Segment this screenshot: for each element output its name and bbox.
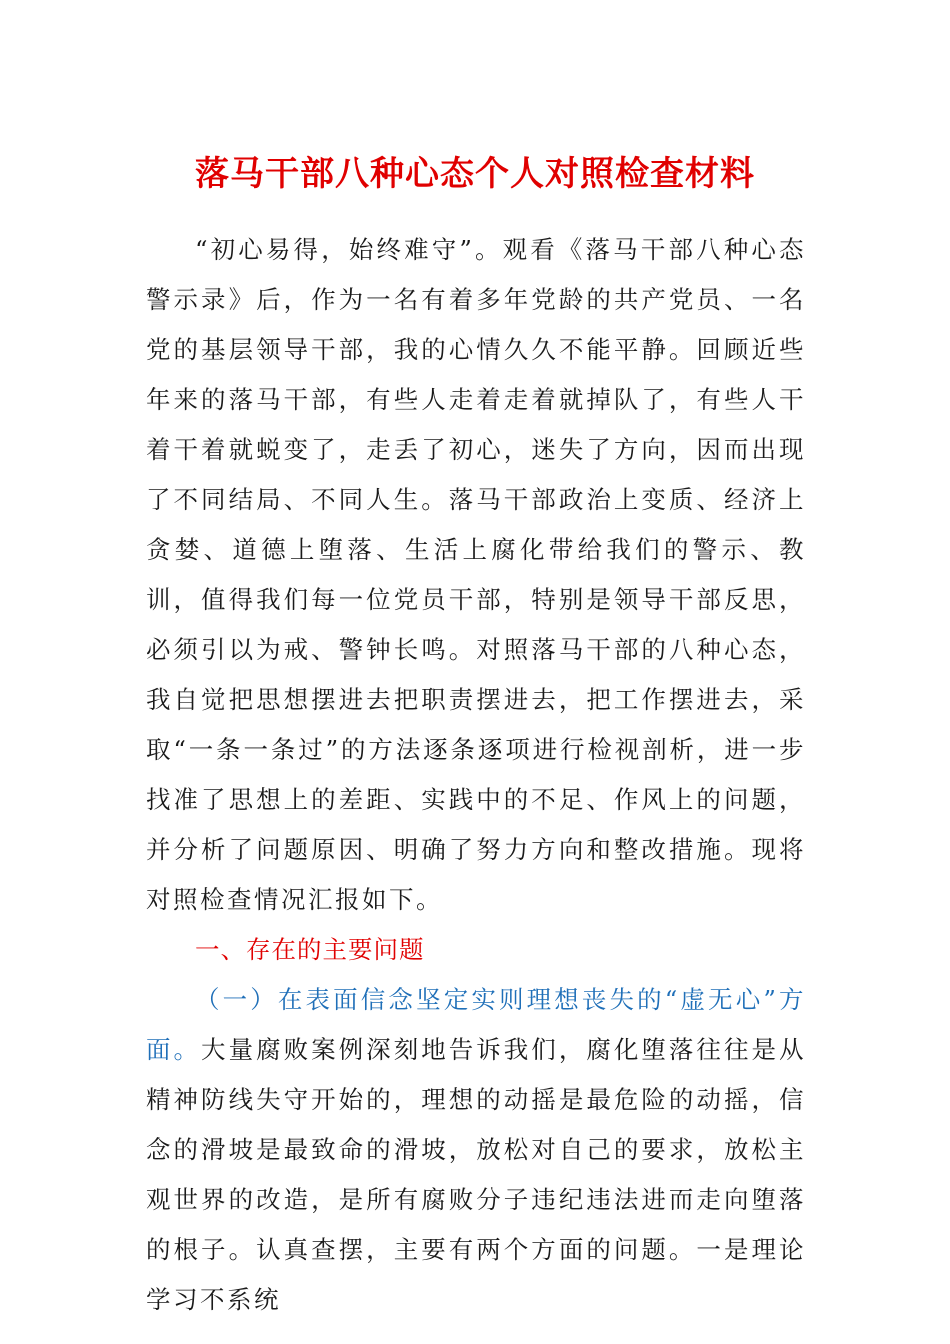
subsection-heading: （一）在表面信念坚定实则理想丧失的“虚无心”方面。	[146, 985, 806, 1064]
intro-paragraph: “初心易得，始终难守”。观看《落马干部八种心态警示录》后，作为一名有着多年党龄的共产党员、一名党的基层领导干部，我的心情久久不能平静。回顾近些年来的落马干部，有些人走着走着就掉队了，有些人干着干着就蜕变了，走丢了初心，迷失了方向，因而出现了不同结局、不同人生。落马干部政治上变质、经济上贪婪、道德上堕落、生活上腐化带给我们的警示、教训，值得我们每一位党员干部，特别是领导干部反思，必须引以为戒、警钟长鸣。对照落马干部的八种心态，我自觉把思想摆进去把职责摆进去，把工作摆进去，采取“一条一条过”的方法逐条逐项进行检视剖析，进一步找准了思想上的差距、实践中的不足、作风上的问题，并分析了问题原因、明确了努力方向和整改措施。现将对照检查情况汇报如下。	[146, 235, 806, 914]
subsection-paragraph	[146, 975, 806, 1325]
section-heading: 一、存在的主要问题	[195, 935, 425, 964]
document-body	[146, 225, 806, 1325]
document-title: 落马干部八种心态个人对照检查材料	[195, 154, 755, 194]
subsection-body: 大量腐败案例深刻地告诉我们，腐化堕落往往是从精神防线失守开始的，理想的动摇是最危险的动摇，信念的滑坡是最致命的滑坡，放松对自己的要求，放松主观世界的改造，是所有腐败分子违纪违法进而走向堕落的根子。认真查摆，主要有两个方面的问题。一是理论学习不系统	[146, 1035, 807, 1314]
